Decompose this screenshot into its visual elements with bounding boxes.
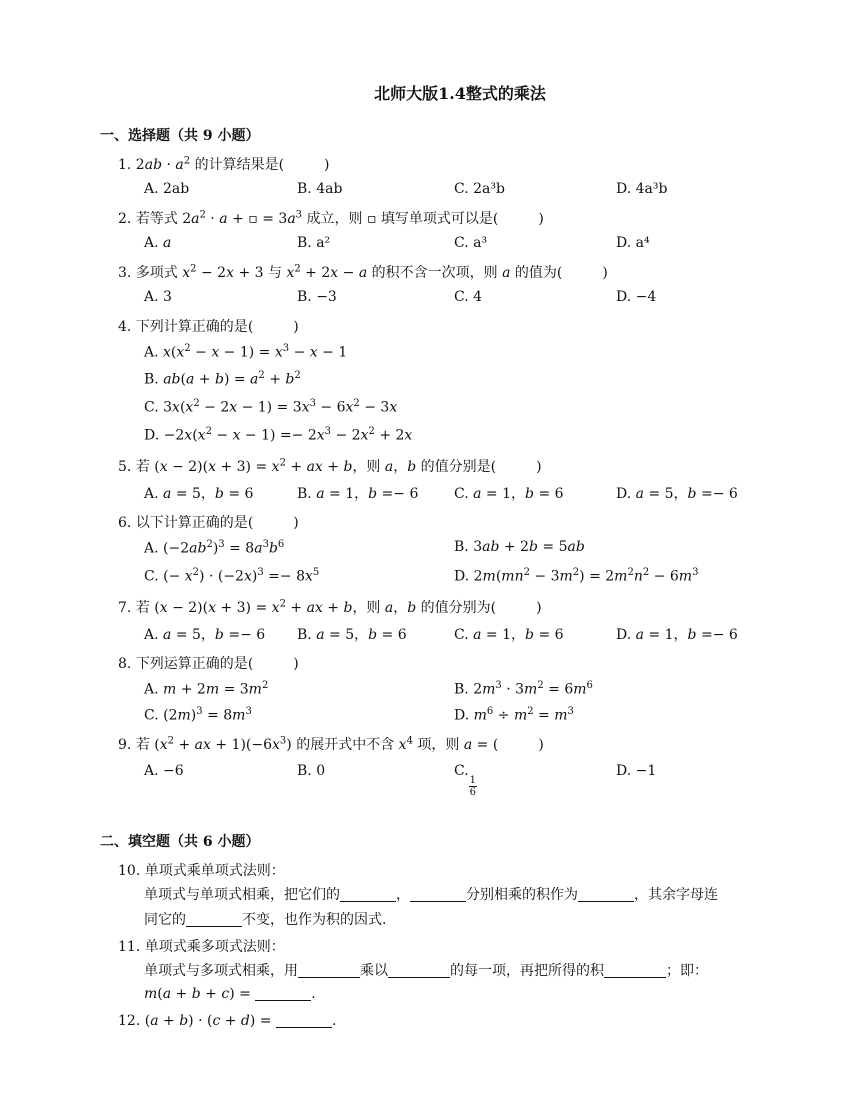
question-11: 11. 单项式乘多项式法则： — [118, 939, 285, 955]
question-12: 12. (a + b) · (c + d) = . — [118, 1013, 337, 1029]
answer-blank[interactable] — [604, 963, 666, 978]
q9-option-a: A. −6 — [144, 763, 184, 779]
document-title: 北师大版1.4整式的乘法 — [374, 84, 546, 103]
answer-blank[interactable] — [186, 912, 242, 927]
question-4: 4. 下列计算正确的是( ) — [118, 319, 299, 335]
q7-option-a: A. a = 5，b =− 6 — [144, 627, 266, 643]
q6-option-c: C. (− $x^2) \cdot (-2x)^3 =- 8x^5$ — [144, 567, 320, 585]
answer-blank[interactable] — [410, 887, 466, 902]
question-10: 10. 单项式乘单项式法则： — [118, 863, 285, 879]
q4-option-c: C. $3x(x^2 - 2x - 1) = 3x^3 - 6x^2 - 3x$ — [144, 398, 398, 416]
q9-option-d: D. −1 — [616, 763, 657, 779]
section-fill-in-title: 二、填空题（共 6 小题） — [100, 834, 260, 850]
q1-option-c: C. 2a³b — [454, 181, 505, 197]
q8-option-d: D. $m^6 \div m^2 = m^3$ — [454, 706, 574, 724]
q5-option-b: B. a = 1，b =− 6 — [297, 486, 419, 502]
q2-option-b: B. a² — [297, 235, 331, 251]
q4-option-a: A. $x(x^2 - x - 1) = x^3 - x - 1$ — [144, 343, 348, 361]
q10-line-1: 单项式与单项式相乘，把它们的 ， 分别相乘的积作为 ，其余字母连 — [144, 887, 718, 903]
answer-blank[interactable] — [340, 887, 396, 902]
q6-option-d: D. $2m(mn^2 - 3m^2) = 2m^2n^2 - 6m^3$ — [454, 567, 699, 585]
q11-line-2: m(a + b + c) = . — [144, 986, 316, 1002]
q1-option-d: D. 4a³b — [616, 181, 668, 197]
answer-blank[interactable] — [255, 986, 311, 1001]
q8-option-b: B. $2m^3 \cdot 3m^2 = 6m^6$ — [454, 680, 593, 698]
q7-option-d: D. a = 1，b =− 6 — [616, 627, 738, 643]
q5-option-a: A. a = 5，b = 6 — [144, 486, 254, 502]
q8-option-c: C. $(2m)^3 = 8m^3$ — [144, 706, 252, 724]
q6-option-b: B. 3ab + 2b = 5ab — [454, 539, 585, 555]
q10-line-2: 同它的 不变，也作为积的因式. — [144, 912, 387, 928]
question-6: 6. 以下计算正确的是( ) — [118, 515, 299, 531]
question-8: 8. 下列运算正确的是( ) — [118, 656, 299, 672]
q8-option-a: A. $m + 2m = 3m^2$ — [144, 680, 269, 698]
answer-blank[interactable] — [276, 1013, 332, 1028]
q6-option-a: A. $(-2ab^2)^3 = 8a^3b^6$ — [144, 539, 285, 557]
q5-option-c: C. a = 1，b = 6 — [454, 486, 564, 502]
q3-option-a: A. 3 — [144, 289, 172, 305]
q2-option-a: A. a — [144, 235, 172, 251]
q3-option-b: B. −3 — [297, 289, 337, 305]
question-7: 7. 若 $(x - 2)(x + 3) = x^2$ + ax + b，则 a，b 的值分别为( ) — [118, 598, 542, 616]
question-9: 9. 若 ($x^2$ + ax + $1)(-6x^3)$ 的展开式中不含 $x^4$ 项，则 a = ( ) — [118, 735, 544, 753]
answer-blank[interactable] — [298, 963, 360, 978]
q5-option-d: D. a = 5，b =− 6 — [616, 486, 738, 502]
q1-option-a: A. 2ab — [144, 181, 190, 197]
q2-option-c: C. a³ — [454, 235, 488, 251]
q7-option-c: C. a = 1，b = 6 — [454, 627, 564, 643]
q4-option-d: D. $-2x(x^2 - x - 1) =- 2x^3 - 2x^2 + 2x$ — [144, 426, 413, 444]
q3-option-d: D. −4 — [616, 289, 657, 305]
q9-option-c: C. $\frac{1}{6}$ — [454, 763, 477, 798]
question-3: 3. 多项式 $x^2 - 2x + 3$ 与 $x^2 + 2x - a$ 的积不含一次项，则 a 的值为( ) — [118, 263, 608, 281]
question-1: 1. $2ab \cdot a^2$ 的计算结果是( ) — [118, 155, 330, 173]
q9-option-b: B. 0 — [297, 763, 326, 779]
fraction-one-sixth: $\frac{1}{6}$ — [469, 775, 477, 798]
answer-blank[interactable] — [388, 963, 450, 978]
answer-blank[interactable] — [578, 887, 634, 902]
q7-option-b: B. a = 5，b = 6 — [297, 627, 407, 643]
q4-option-b: B. $ab(a + b) = a^2 + b^2$ — [144, 370, 301, 388]
q3-option-c: C. 4 — [454, 289, 483, 305]
q1-option-b: B. 4ab — [297, 181, 343, 197]
question-5: 5. 若 $(x - 2)(x + 3) = x^2$ + ax + b，则 a，b 的值分别是( ) — [118, 457, 542, 475]
q11-line-1: 单项式与多项式相乘，用 乘以 的每一项，再把所得的积 ；即： — [144, 963, 708, 979]
q2-option-d: D. a⁴ — [616, 235, 650, 251]
question-2: 2. 若等式 $2a^2 \cdot a$ + ▫ = $3a^3$ 成立，则 ▫ 填写单项式可以是( ) — [118, 209, 544, 227]
section-multiple-choice-title: 一、选择题（共 9 小题） — [100, 128, 260, 144]
